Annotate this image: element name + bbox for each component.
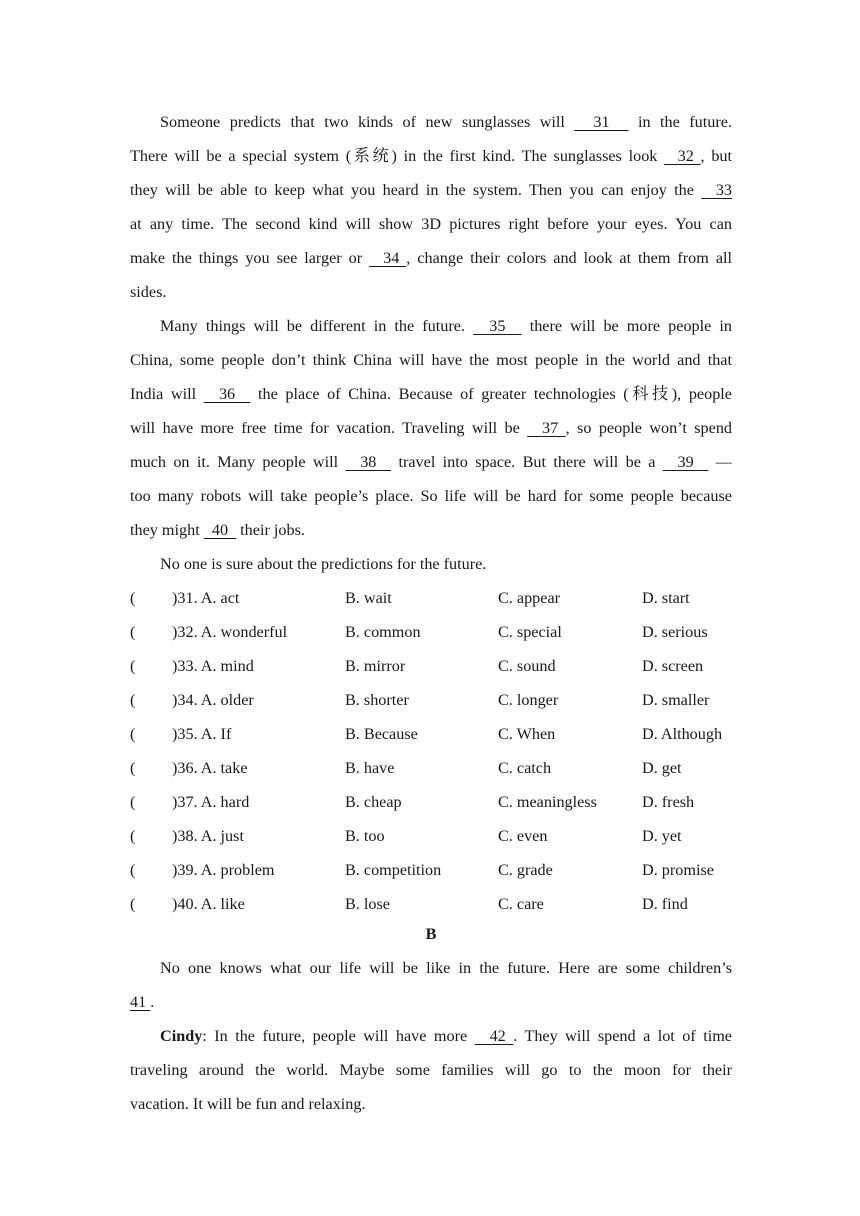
option-d: D. start — [642, 589, 690, 607]
text: at any time. The second kind will show 3D pictures right before your eyes. You can — [130, 215, 732, 233]
passage-line — [130, 139, 732, 173]
option-row — [130, 717, 732, 751]
option-d: D. promise — [642, 861, 714, 879]
answer-paren: ( — [130, 793, 136, 811]
text: , change their colors and look at them from all — [406, 249, 733, 267]
option-a: )40. A. like — [172, 895, 245, 913]
option-row — [130, 649, 732, 683]
text: in the future. — [628, 113, 732, 131]
answer-paren: ( — [130, 589, 136, 607]
text: There will be a special system (系统) in the first kind. The sunglasses look — [130, 147, 665, 165]
option-b: B. competition — [345, 861, 442, 879]
blank-41: 41 — [130, 993, 151, 1011]
option-c: C. care — [498, 895, 544, 913]
answer-paren: ( — [130, 623, 136, 641]
blank-40: 40 — [203, 521, 237, 539]
blank-38: 38 — [345, 453, 392, 471]
answer-paren: ( — [130, 895, 136, 913]
section-b-intro: No one knows what our life will be like in the future. Here are some children’s — [160, 959, 732, 977]
option-a: )33. A. mind — [172, 657, 254, 675]
blank-42: 42 — [474, 1027, 514, 1045]
cindy-line — [130, 1019, 732, 1053]
text: , but — [700, 147, 733, 165]
option-row — [130, 785, 732, 819]
option-row — [130, 615, 732, 649]
blank-37: 37 — [527, 419, 566, 437]
section-b-heading: B — [425, 925, 437, 943]
option-c: C. longer — [498, 691, 559, 709]
text: China, some people don’t think China will have the most people in the world and that — [130, 351, 732, 369]
option-b: B. mirror — [345, 657, 406, 675]
blank-32: 32 — [664, 147, 701, 165]
cindy-line: traveling around the world. Maybe some families will go to the moon for their — [130, 1061, 732, 1079]
text: Many things will be different in the future. — [160, 317, 474, 335]
option-row — [130, 853, 732, 887]
section-b-intro-end — [130, 985, 732, 1019]
option-d: D. screen — [642, 657, 704, 675]
blank-31: 31 — [574, 113, 629, 131]
blank-33: 33 — [701, 181, 733, 199]
passage-line — [130, 411, 732, 445]
text: too many robots will take people’s place. So life will be hard for some people because — [130, 487, 732, 505]
answer-paren: ( — [130, 827, 136, 845]
text: they might — [130, 521, 204, 539]
answer-paren: ( — [130, 657, 136, 675]
option-a: )32. A. wonderful — [172, 623, 288, 641]
passage-line — [130, 275, 732, 309]
option-c: C. catch — [498, 759, 552, 777]
passage-line — [130, 173, 732, 207]
option-b: B. lose — [345, 895, 390, 913]
answer-paren: ( — [130, 691, 136, 709]
text: : In the future, people will have more — [202, 1027, 475, 1045]
answer-paren: ( — [130, 725, 136, 743]
option-c: C. special — [498, 623, 562, 641]
text: there will be more people in — [521, 317, 732, 335]
answer-paren: ( — [130, 861, 136, 879]
option-c: C. sound — [498, 657, 556, 675]
text: travel into space. But there will be a — [391, 453, 663, 471]
text: , so people won’t spend — [565, 419, 733, 437]
passage-line — [130, 377, 732, 411]
text: India will — [130, 385, 204, 403]
text: . — [150, 993, 155, 1011]
option-c: C. appear — [498, 589, 561, 607]
option-b: B. cheap — [345, 793, 402, 811]
text: the place of China. Because of greater technologies (科技), people — [250, 385, 732, 403]
passage-closing: No one is sure about the predictions for the future. — [160, 555, 487, 573]
option-b: B. wait — [345, 589, 392, 607]
option-row — [130, 683, 732, 717]
speaker-name: Cindy — [160, 1027, 203, 1045]
text: sides. — [130, 283, 167, 301]
passage-line — [130, 241, 732, 275]
passage-line — [130, 309, 732, 343]
option-d: D. fresh — [642, 793, 695, 811]
blank-39: 39 — [662, 453, 709, 471]
option-a: )34. A. older — [172, 691, 254, 709]
option-a: )39. A. problem — [172, 861, 275, 879]
text: they will be able to keep what you heard in the system. Then you can enjoy the — [130, 181, 702, 199]
option-b: B. have — [345, 759, 395, 777]
option-row — [130, 819, 732, 853]
passage-line — [130, 513, 732, 547]
option-c: C. When — [498, 725, 556, 743]
option-c: C. even — [498, 827, 548, 845]
option-b: B. Because — [345, 725, 418, 743]
option-row — [130, 581, 732, 615]
option-a: )37. A. hard — [172, 793, 250, 811]
option-c: C. grade — [498, 861, 553, 879]
text: much on it. Many people will — [130, 453, 346, 471]
passage-line — [130, 479, 732, 513]
option-b: B. shorter — [345, 691, 409, 709]
text: will have more free time for vacation. Traveling will be — [130, 419, 528, 437]
text: make the things you see larger or — [130, 249, 370, 267]
blank-36: 36 — [203, 385, 251, 403]
option-d: D. smaller — [642, 691, 710, 709]
option-d: D. get — [642, 759, 682, 777]
option-a: )31. A. act — [172, 589, 240, 607]
option-d: D. find — [642, 895, 688, 913]
text: . They will spend a lot of time — [513, 1027, 732, 1045]
text: Someone predicts that two kinds of new sunglasses will — [160, 113, 575, 131]
option-row — [130, 887, 732, 921]
text: their jobs. — [236, 521, 305, 539]
blank-34: 34 — [369, 249, 407, 267]
option-a: )38. A. just — [172, 827, 244, 845]
option-b: B. too — [345, 827, 385, 845]
passage-line — [130, 105, 732, 139]
option-a: )35. A. If — [172, 725, 232, 743]
cindy-line: vacation. It will be fun and relaxing. — [130, 1095, 366, 1113]
answer-paren: ( — [130, 759, 136, 777]
option-c: C. meaningless — [498, 793, 597, 811]
text: — — [708, 453, 732, 471]
passage-line — [130, 445, 732, 479]
passage-line — [130, 207, 732, 241]
option-a: )36. A. take — [172, 759, 248, 777]
passage-line — [130, 343, 732, 377]
option-row — [130, 751, 732, 785]
blank-35: 35 — [473, 317, 522, 335]
option-b: B. common — [345, 623, 421, 641]
option-d: D. yet — [642, 827, 682, 845]
option-d: D. serious — [642, 623, 708, 641]
option-d: D. Although — [642, 725, 723, 743]
